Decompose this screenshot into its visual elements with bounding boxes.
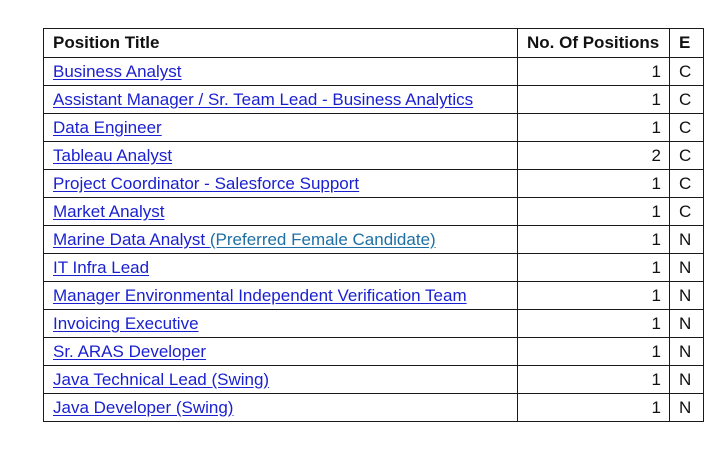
position-title-cell <box>44 310 518 338</box>
position-title-cell <box>44 170 518 198</box>
position-title-cell <box>44 58 518 86</box>
position-title-cell <box>44 338 518 366</box>
truncated-column-cell: N <box>670 282 704 310</box>
truncated-column-cell: C <box>670 86 704 114</box>
table-body <box>44 58 704 422</box>
position-title-link[interactable]: Java Developer (Swing) <box>53 397 234 417</box>
position-count-cell: 1 <box>518 114 670 142</box>
position-title-link[interactable]: Invoicing Executive <box>53 313 199 333</box>
position-title-link[interactable]: Data Engineer <box>53 117 162 137</box>
position-count-cell: 1 <box>518 282 670 310</box>
position-count-cell: 1 <box>518 366 670 394</box>
table-row <box>44 310 704 338</box>
table-row <box>44 142 704 170</box>
position-title-link[interactable]: Sr. ARAS Developer <box>53 341 207 361</box>
position-title-cell <box>44 226 518 254</box>
truncated-column-cell: N <box>670 226 704 254</box>
position-title-cell <box>44 198 518 226</box>
truncated-column-cell: C <box>670 114 704 142</box>
position-title-cell <box>44 366 518 394</box>
table-row <box>44 254 704 282</box>
truncated-column-cell: N <box>670 338 704 366</box>
truncated-column-cell: C <box>670 142 704 170</box>
table-row <box>44 58 704 86</box>
header-position-title: Position Title <box>44 29 518 58</box>
truncated-column-cell: C <box>670 198 704 226</box>
position-title-link[interactable]: Market Analyst <box>53 201 165 221</box>
position-title-cell <box>44 254 518 282</box>
positions-table-container <box>43 28 703 422</box>
position-title-cell <box>44 394 518 422</box>
truncated-column-cell: N <box>670 254 704 282</box>
table-row <box>44 170 704 198</box>
truncated-column-cell: N <box>670 394 704 422</box>
position-count-cell: 1 <box>518 254 670 282</box>
position-title-cell <box>44 86 518 114</box>
position-count-cell: 2 <box>518 142 670 170</box>
table-row <box>44 226 704 254</box>
truncated-column-cell: N <box>670 366 704 394</box>
position-title-link[interactable]: Marine Data Analyst <box>53 229 210 249</box>
table-row <box>44 282 704 310</box>
position-count-cell: 1 <box>518 86 670 114</box>
table-row <box>44 394 704 422</box>
header-no-of-positions: No. Of Positions <box>518 29 670 58</box>
position-title-cell <box>44 114 518 142</box>
table-row <box>44 198 704 226</box>
position-count-cell: 1 <box>518 198 670 226</box>
position-count-cell: 1 <box>518 170 670 198</box>
position-count-cell: 1 <box>518 338 670 366</box>
table-row <box>44 114 704 142</box>
position-count-cell: 1 <box>518 226 670 254</box>
position-title-link[interactable]: Assistant Manager / Sr. Team Lead - Business Analytics <box>53 89 474 109</box>
position-title-link[interactable]: IT Infra Lead <box>53 257 150 277</box>
position-title-link[interactable]: Java Technical Lead (Swing) <box>53 369 270 389</box>
table-header-row <box>44 29 704 58</box>
position-title-link[interactable]: Tableau Analyst <box>53 145 173 165</box>
table-row <box>44 86 704 114</box>
table-row <box>44 338 704 366</box>
position-count-cell: 1 <box>518 394 670 422</box>
position-note-link[interactable]: (Preferred Female Candidate) <box>209 229 436 249</box>
truncated-column-cell: N <box>670 310 704 338</box>
truncated-column-cell: C <box>670 58 704 86</box>
truncated-column-cell: C <box>670 170 704 198</box>
position-title-cell <box>44 282 518 310</box>
position-title-link[interactable]: Business Analyst <box>53 61 182 81</box>
position-count-cell: 1 <box>518 58 670 86</box>
table-row <box>44 366 704 394</box>
position-title-link[interactable]: Manager Environmental Independent Verification Team <box>53 285 467 305</box>
position-title-link[interactable]: Project Coordinator - Salesforce Support <box>53 173 360 193</box>
positions-table <box>43 28 704 422</box>
position-count-cell: 1 <box>518 310 670 338</box>
position-title-cell <box>44 142 518 170</box>
header-truncated-column: E <box>670 29 704 58</box>
